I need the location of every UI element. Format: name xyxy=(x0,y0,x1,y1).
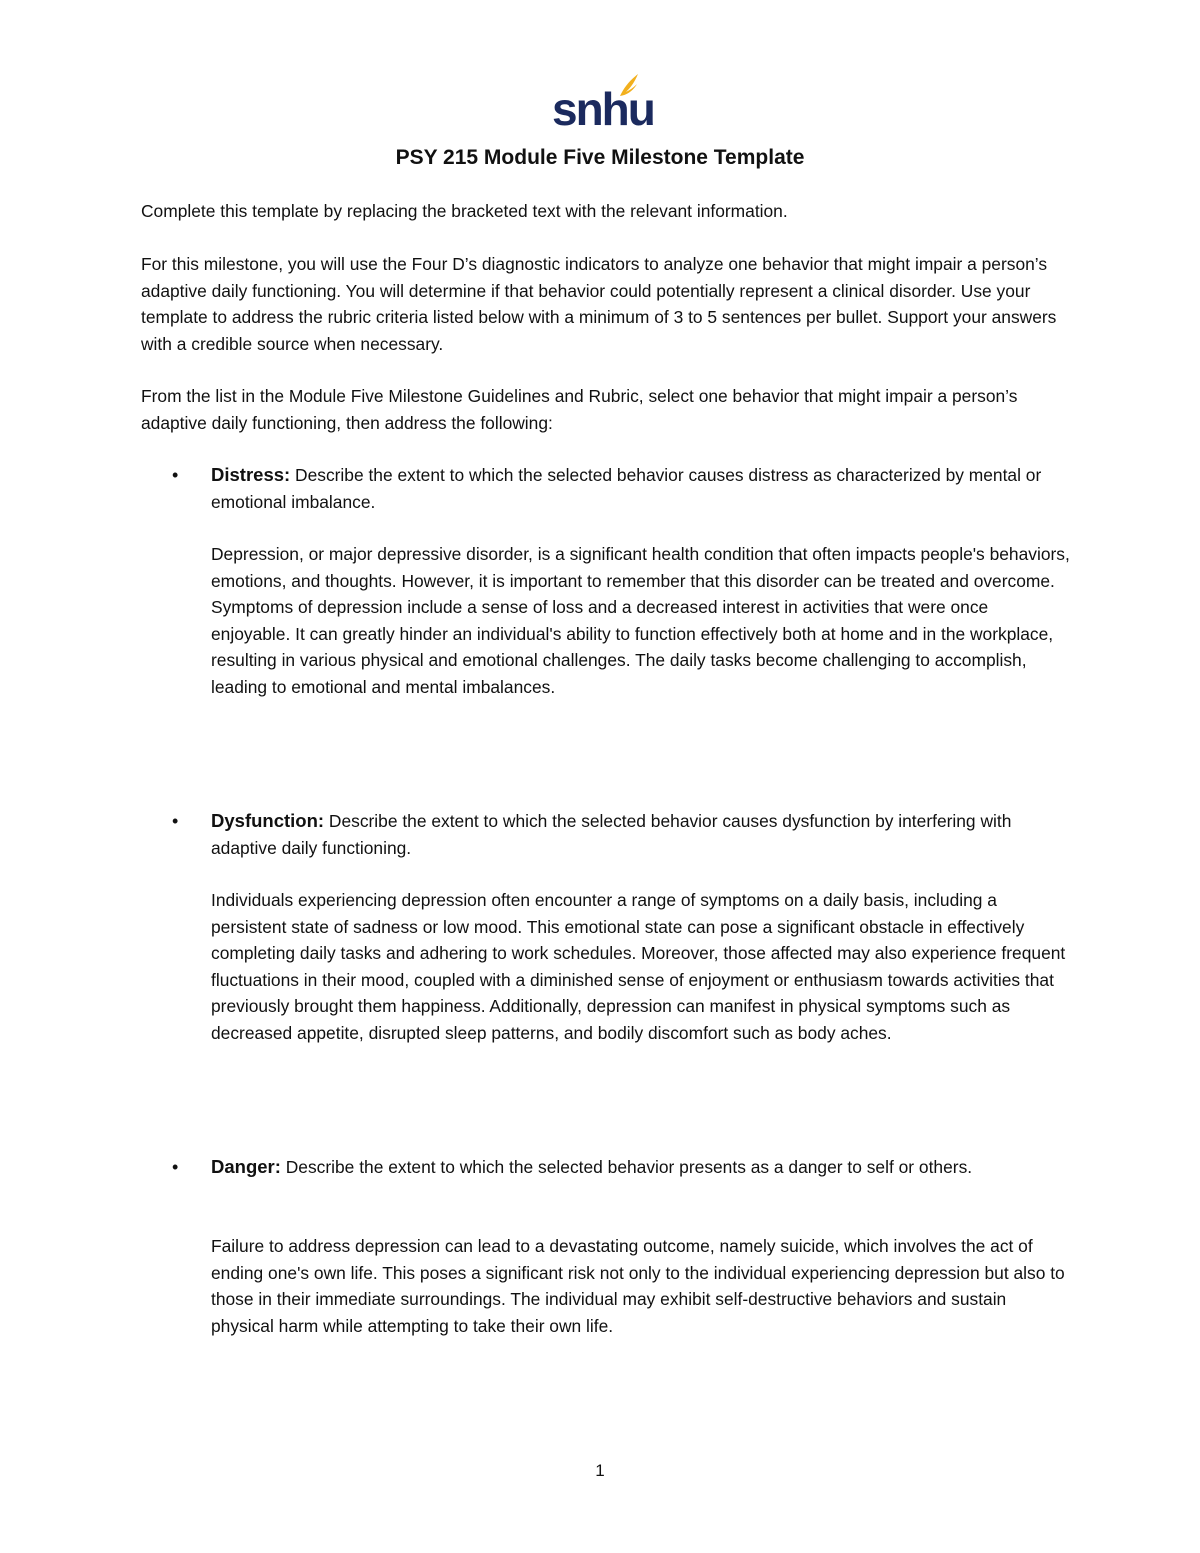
danger-answer: Failure to address depression can lead to a devastating outcome, namely suicide, which involves the act of ending one's own life. This poses a significant risk not only to the individual experiencing depression but also to those in their immediate surroundings. The individual may exhibit self-destructive behaviors and sustain physical harm while attempting to take their own life. xyxy=(211,1236,1065,1336)
distress-prompt xyxy=(211,462,1071,515)
dysfunction-heading: Dysfunction: xyxy=(211,810,325,831)
logo-text: snhu xyxy=(552,83,654,135)
dysfunction-prompt-text: Describe the extent to which the selected behavior causes dysfunction by interfering with adaptive daily functioning. xyxy=(211,811,1012,858)
bullet-icon: • xyxy=(172,811,179,831)
distress-heading: Distress: xyxy=(211,464,291,485)
distress-answer: Depression, or major depressive disorder, is a significant health condition that often impacts people's behaviors, emotions, and thoughts. However, it is important to remember that this disorder can be treated and overcome. Symptoms of depression include a sense of loss and a decreased interest in activities that were once enjoyable. It can greatly hinder an individual's ability to function effectively both at home and in the workplace, resulting in various physical and emotional challenges. The daily tasks become challenging to accomplish, leading to emotional and mental imbalances. xyxy=(211,544,1070,697)
danger-heading: Danger: xyxy=(211,1156,281,1177)
page-number: 1 xyxy=(595,1461,605,1480)
milestone-description: For this milestone, you will use the Four D’s diagnostic indicators to analyze one behavior that might impair a person’s adaptive daily functioning. You will determine if that behavior could potentially represent a clinical disorder. Use your template to address the rubric criteria listed below with a minimum of 3 to 5 sentences per bullet. Support your answers with a credible source when necessary. xyxy=(141,254,1057,354)
instructions-paragraph: Complete this template by replacing the bracketed text with the relevant information. xyxy=(141,201,788,221)
selection-instructions: From the list in the Module Five Milestone Guidelines and Rubric, select one behavior that might impair a person’s adaptive daily functioning, then address the following: xyxy=(141,386,1018,433)
document-title: PSY 215 Module Five Milestone Template xyxy=(395,146,805,169)
bullet-icon: • xyxy=(172,1157,179,1177)
danger-prompt xyxy=(211,1154,1071,1181)
bullet-icon: • xyxy=(172,465,179,485)
snhu-logo xyxy=(552,72,654,135)
danger-prompt-text: Describe the extent to which the selected behavior presents as a danger to self or others. xyxy=(280,1157,973,1177)
distress-prompt-text: Describe the extent to which the selected behavior causes distress as characterized by mental or emotional imbalance. xyxy=(211,465,1042,512)
dysfunction-prompt xyxy=(211,808,1071,861)
dysfunction-answer: Individuals experiencing depression often encounter a range of symptoms on a daily basis, including a persistent state of sadness or low mood. This emotional state can pose a significant obstacle in effectively completing daily tasks and adhering to work schedules. Moreover, those affected may also experience frequent fluctuations in their mood, coupled with a diminished sense of enjoyment or enthusiasm towards activities that previously brought them happiness. Additionally, depression can manifest in physical symptoms such as decreased appetite, disrupted sleep patterns, and bodily discomfort such as body aches. xyxy=(211,890,1066,1043)
